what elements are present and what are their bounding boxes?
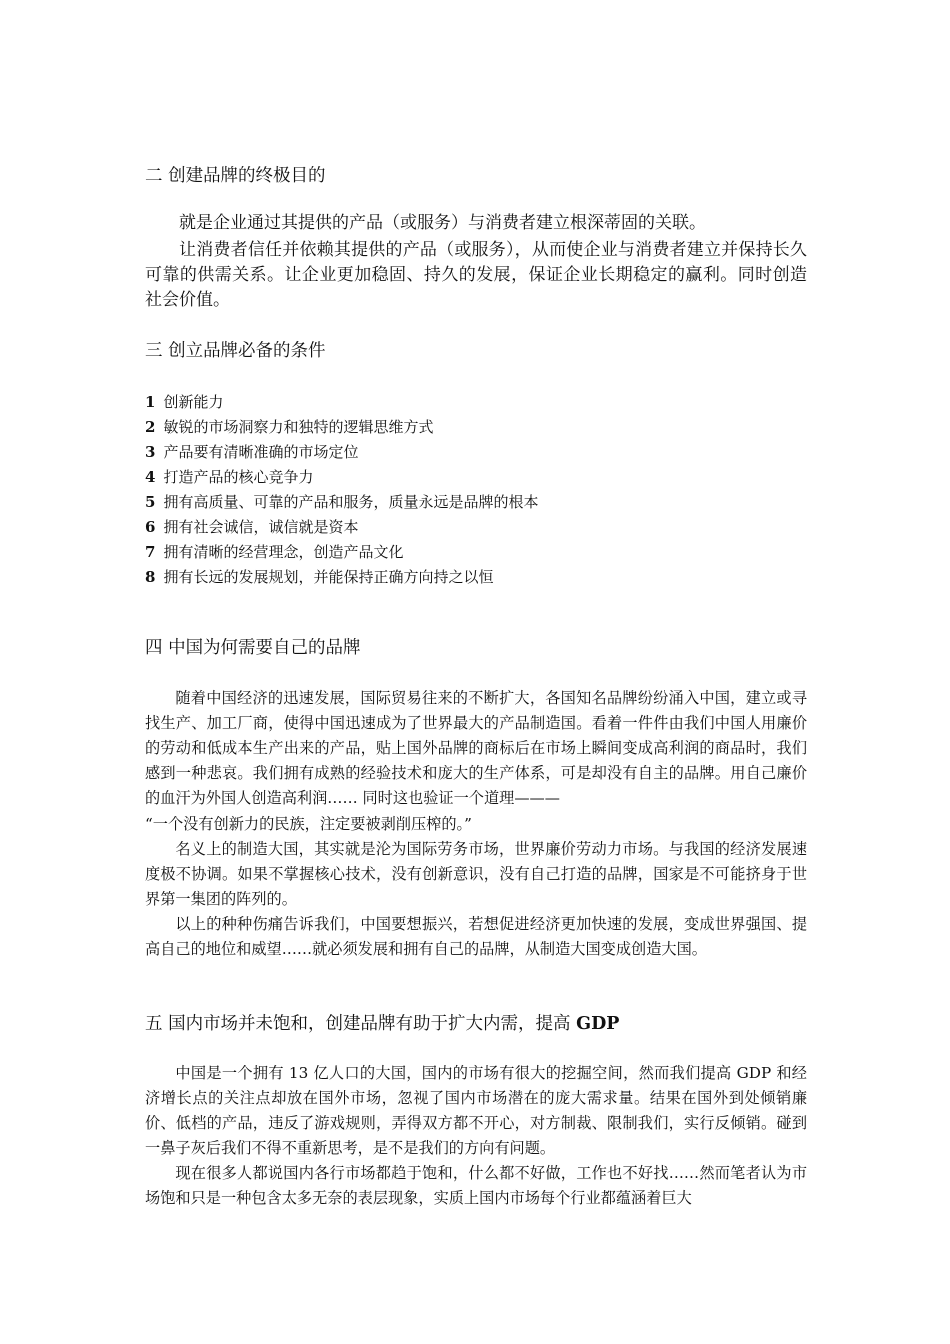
list-item-text: 拥有社会诚信，诚信就是资本	[163, 518, 359, 536]
list-item	[145, 565, 538, 590]
list-item-text: 产品要有清晰准确的市场定位	[163, 443, 359, 461]
section-2-paragraph-2: 让消费者信任并依赖其提供的产品（或服务），从而使企业与消费者建立并保持长久可靠的供需关系。让企业更加稳固、持久的发展，保证企业长期稳定的赢利。同时创造社会价值。	[145, 240, 807, 310]
list-item	[145, 515, 538, 540]
list-item-text: 创新能力	[163, 393, 224, 411]
list-item-number: 1	[145, 393, 156, 411]
list-item-text: 拥有清晰的经营理念，创造产品文化	[163, 543, 404, 561]
section-3-heading: 三 创立品牌必备的条件	[145, 341, 326, 361]
list-item-text: 拥有高质量、可靠的产品和服务，质量永远是品牌的根本	[163, 493, 539, 511]
section-5-heading	[145, 1012, 619, 1036]
conditions-list	[145, 390, 538, 590]
section-5-paragraph-2: 现在很多人都说国内各行市场都趋于饱和，什么都不好做，工作也不好找……然而笔者认为市场饱和只是一种包含太多无奈的表层现象，实质上国内市场每个行业都蕴涵着巨大	[145, 1164, 807, 1207]
section-5-heading-gdp: GDP	[576, 1014, 620, 1034]
list-item	[145, 390, 538, 415]
section-4-quote: “一个没有创新力的民族，注定要被剥削压榨的。”	[145, 815, 472, 833]
list-item	[145, 540, 538, 565]
list-item	[145, 465, 538, 490]
list-item-number: 2	[145, 418, 156, 436]
section-2-paragraph-1: 就是企业通过其提供的产品（或服务）与消费者建立根深蒂固的关联。	[179, 213, 706, 233]
list-item	[145, 490, 538, 515]
list-item-number: 5	[145, 493, 156, 511]
list-item-text: 敏锐的市场洞察力和独特的逻辑思维方式	[163, 418, 434, 436]
list-item-text: 打造产品的核心竞争力	[163, 468, 314, 486]
list-item	[145, 415, 538, 440]
list-item-number: 3	[145, 443, 156, 461]
section-2-heading: 二 创建品牌的终极目的	[145, 166, 326, 186]
section-4-heading: 四 中国为何需要自己的品牌	[145, 638, 361, 658]
section-4-paragraph-2: 名义上的制造大国，其实就是沦为国际劳务市场，世界廉价劳动力市场。与我国的经济发展速度极不协调。如果不掌握核心技术，没有创新意识，没有自己打造的品牌，国家是不可能挤身于世界第一集团的阵列的。	[145, 840, 807, 908]
list-item-number: 8	[145, 568, 156, 586]
section-4-paragraph-3: 以上的种种伤痛告诉我们，中国要想振兴，若想促进经济更加快速的发展，变成世界强国、提高自己的地位和威望……就必须发展和拥有自己的品牌，从制造大国变成创造大国。	[145, 915, 807, 958]
list-item-number: 4	[145, 468, 156, 486]
list-item-number: 7	[145, 543, 156, 561]
section-5-paragraph-1: 中国是一个拥有 13 亿人口的大国，国内的市场有很大的挖掘空间，然而我们提高 GDP 和经济增长点的关注点却放在国外市场，忽视了国内市场潜在的庞大需求量。结果在国外到处倾销廉价、低档的产品，违反了游戏规则，弄得双方都不开心，对方制裁、限制我们，实行反倾销。碰到一鼻子灰后我们不得不重新思考，是不是我们的方向有问题。	[145, 1064, 807, 1157]
list-item-number: 6	[145, 518, 156, 536]
section-5-heading-text: 五 国内市场并未饱和，创建品牌有助于扩大内需，提高	[145, 1014, 577, 1034]
section-4-paragraph-1: 随着中国经济的迅速发展，国际贸易往来的不断扩大，各国知名品牌纷纷涌入中国，建立或寻找生产、加工厂商，使得中国迅速成为了世界最大的产品制造国。看着一件件由我们中国人用廉价的劳动和低成本生产出来的产品，贴上国外品牌的商标后在市场上瞬间变成高利润的商品时，我们感到一种悲哀。我们拥有成熟的经验技术和庞大的生产体系，可是却没有自主的品牌。用自己廉价的血汗为外国人创造高利润…… 同时这也验证一个道理———	[145, 689, 807, 807]
list-item	[145, 440, 538, 465]
list-item-text: 拥有长远的发展规划，并能保持正确方向持之以恒	[163, 568, 494, 586]
